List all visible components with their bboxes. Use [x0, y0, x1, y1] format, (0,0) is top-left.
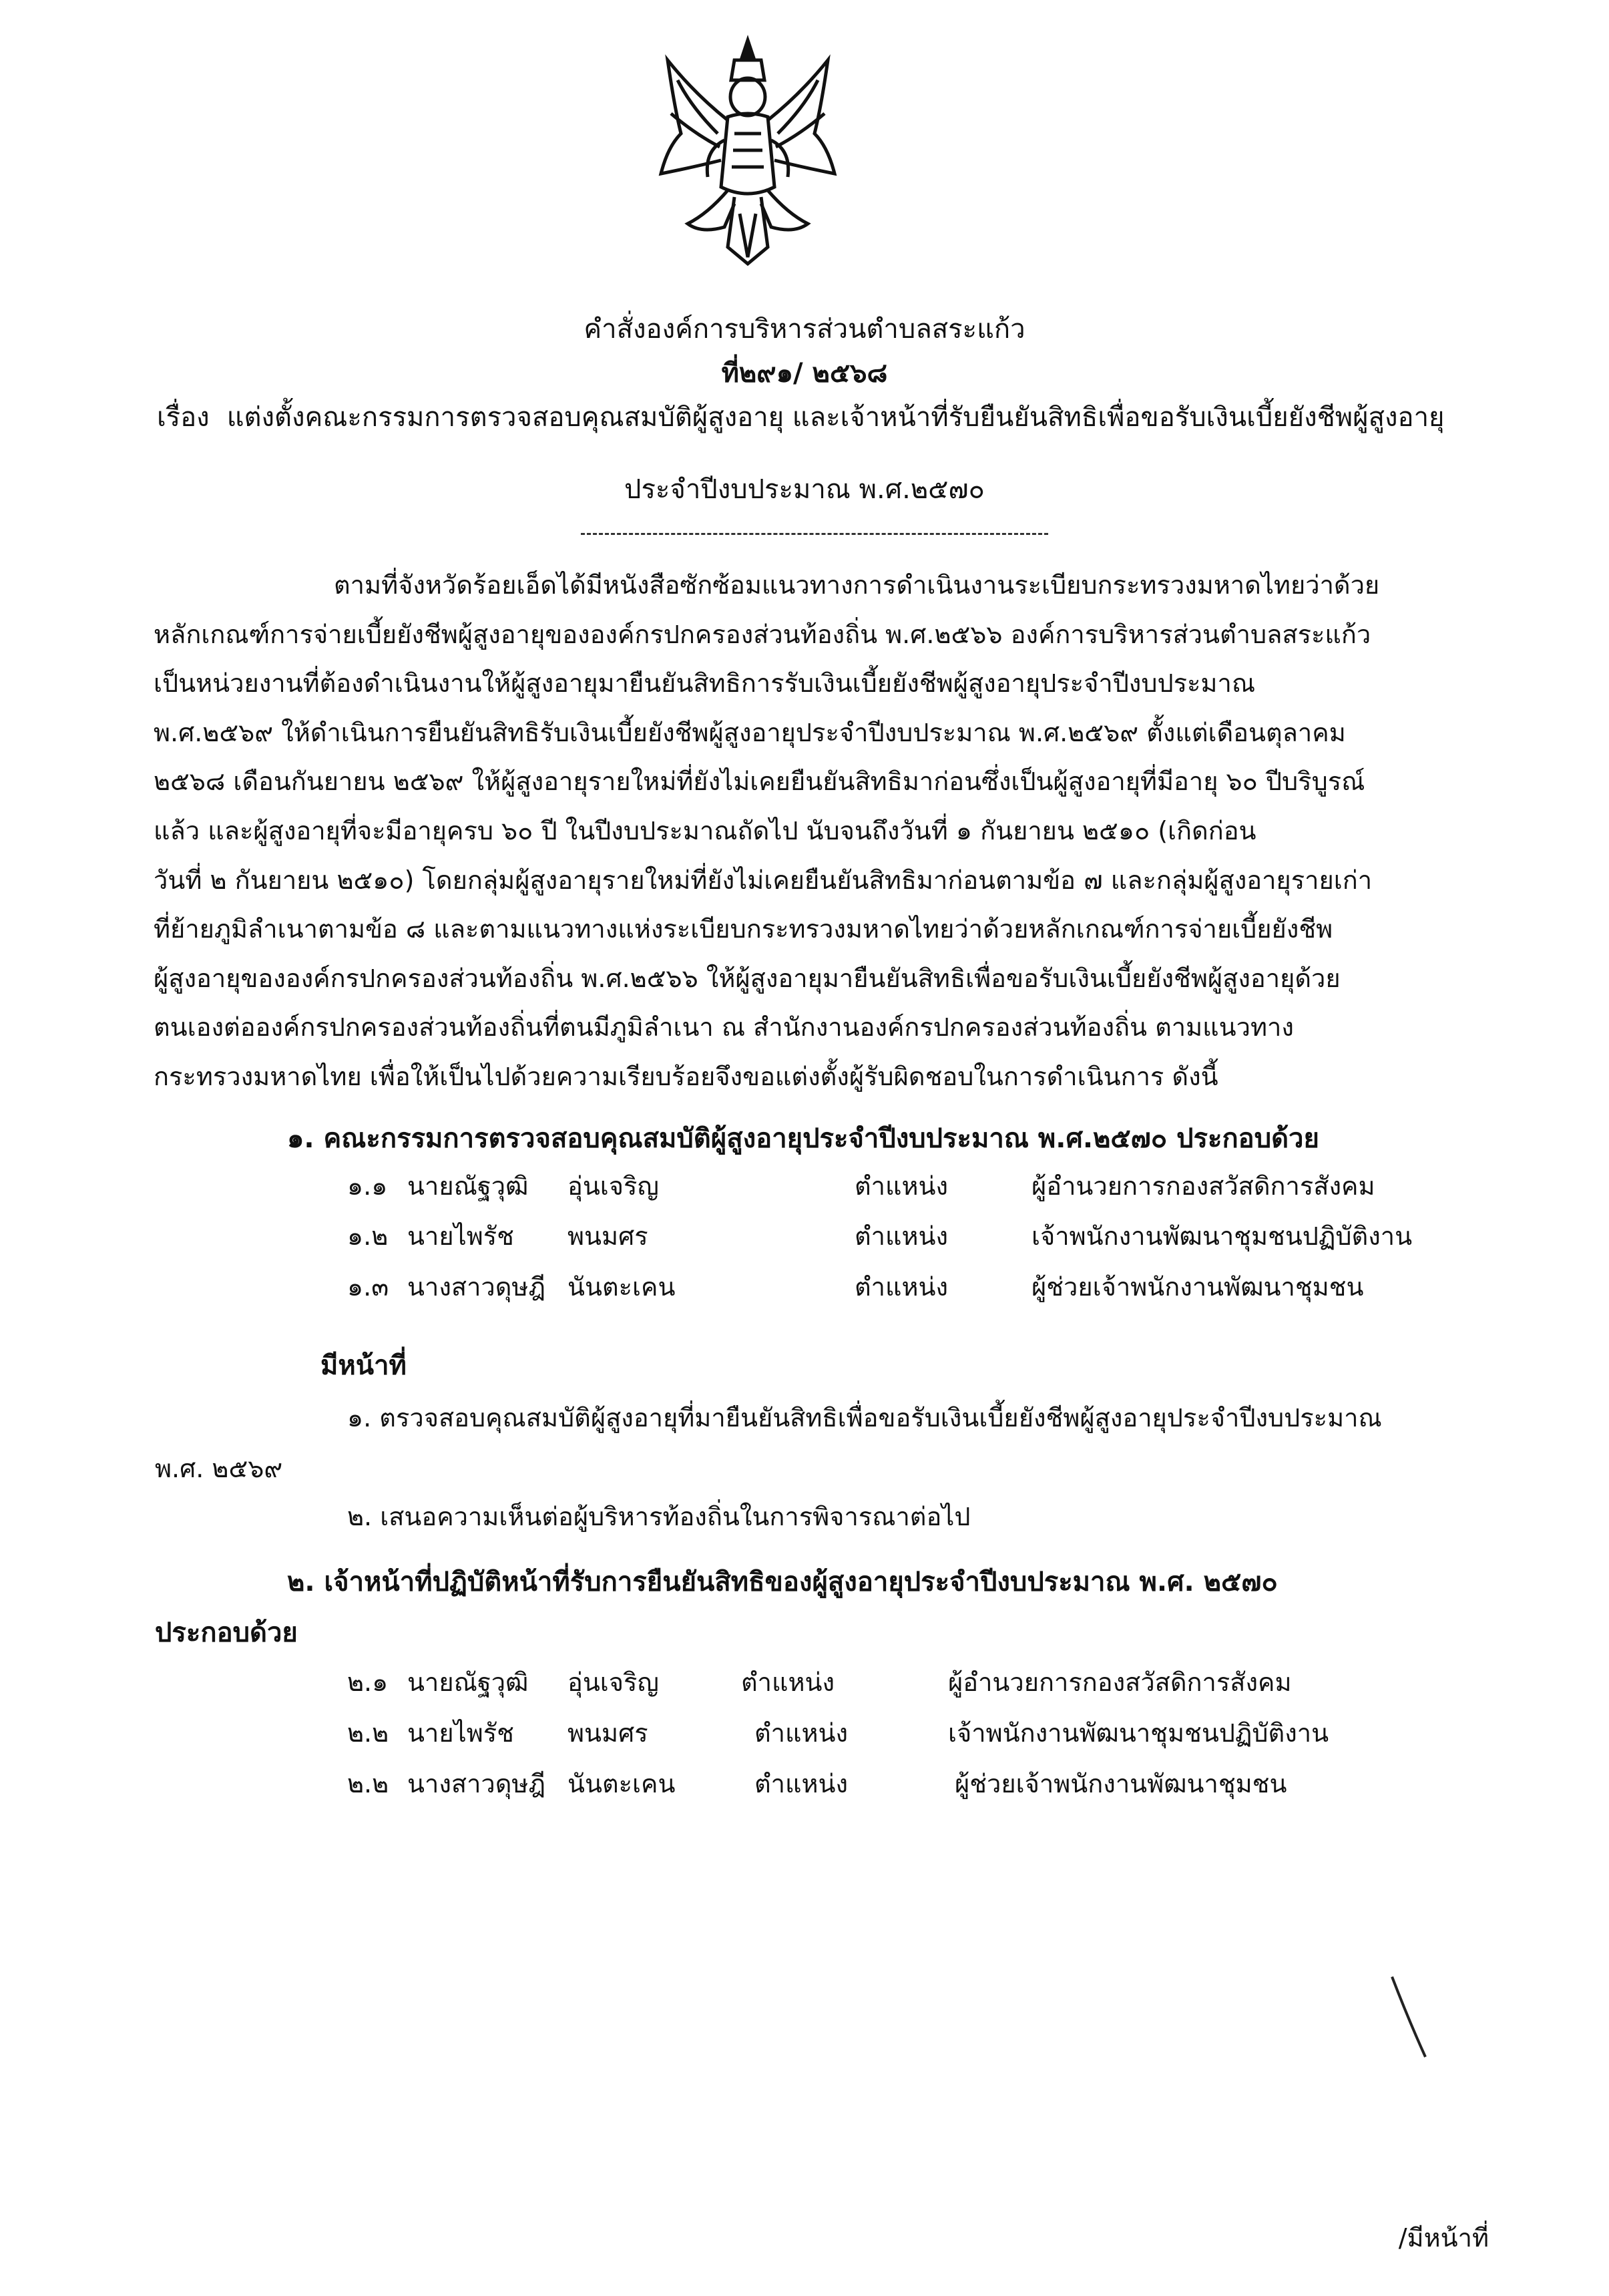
garuda-emblem-icon — [641, 33, 855, 274]
body-line: วันที่ ๒ กันยายน ๒๕๑๐) โดยกลุ่มผู้สูงอายุรายใหม่ที่ยังไม่เคยยืนยันสิทธิมาก่อนตามข้อ ๗ และกลุ่มผู้สูงอายุรายเก่า — [154, 865, 1373, 895]
member-number: ๒.๑ — [347, 1668, 389, 1697]
member-name: นายณัฐวุฒิ — [407, 1171, 529, 1201]
continued-marker: /มีหน้าที่ — [1398, 2223, 1489, 2253]
body-line: ตามที่จังหวัดร้อยเอ็ดได้มีหนังสือซักซ้อมแนวทางการดำเนินงานระเบียบกระทรวงมหาดไทยว่าด้วย — [334, 570, 1380, 600]
pen-mark — [1389, 1973, 1429, 2060]
member-surname: อุ่นเจริญ — [567, 1668, 659, 1697]
subject-label: เรื่อง — [157, 402, 210, 433]
member-position-label: ตำแหน่ง — [754, 1769, 849, 1798]
member-position-label: ตำแหน่ง — [855, 1171, 949, 1201]
body-line: ตนเองต่อองค์กรปกครองส่วนท้องถิ่นที่ตนมีภูมิลำเนา ณ สำนักงานองค์กรปกครองส่วนท้องถิ่น ตามแนวทาง — [154, 1012, 1294, 1042]
duty-item: ๒. เสนอความเห็นต่อผู้บริหารท้องถิ่นในการพิจารณาต่อไป — [347, 1502, 971, 1531]
duty-item-continued: พ.ศ. ๒๕๖๙ — [155, 1454, 283, 1483]
member-surname: นันตะเคน — [567, 1272, 676, 1302]
member-position: ผู้อำนวยการกองสวัสดิการสังคม — [948, 1668, 1292, 1697]
order-title: คำสั่งองค์การบริหารส่วนตำบลสระแก้ว — [584, 314, 1025, 345]
section2-heading: ๒. เจ้าหน้าที่ปฏิบัติหน้าที่รับการยืนยันสิทธิของผู้สูงอายุประจำปีงบประมาณ พ.ศ. ๒๕๗๐ — [287, 1567, 1278, 1597]
section1-heading: ๑. คณะกรรมการตรวจสอบคุณสมบัติผู้สูงอายุประจำปีงบประมาณ พ.ศ.๒๕๗๐ ประกอบด้วย — [287, 1123, 1319, 1154]
order-number: ที่๒๙๑/ ๒๕๖๘ — [721, 358, 888, 389]
member-position-label: ตำแหน่ง — [855, 1272, 949, 1302]
member-name: นางสาวดุษฎี — [407, 1272, 545, 1302]
body-line: ผู้สูงอายุขององค์กรปกครองส่วนท้องถิ่น พ.ศ.๒๕๖๖ ให้ผู้สูงอายุมายืนยันสิทธิเพื่อขอรับเงินเบี้ยยังชีพผู้สูงอายุด้วย — [154, 963, 1341, 993]
member-position: เจ้าพนักงานพัฒนาชุมชนปฏิบัติงาน — [948, 1718, 1329, 1748]
member-name: นางสาวดุษฎี — [407, 1769, 545, 1798]
member-number: ๑.๑ — [347, 1171, 388, 1201]
duty-heading: มีหน้าที่ — [320, 1350, 407, 1381]
member-number: ๑.๓ — [347, 1272, 389, 1302]
member-name: นายไพรัช — [407, 1718, 514, 1748]
body-paragraph — [154, 561, 1472, 1102]
member-position-label: ตำแหน่ง — [754, 1718, 849, 1748]
body-line: เป็นหน่วยงานที่ต้องดำเนินงานให้ผู้สูงอายุมายืนยันสิทธิการรับเงินเบี้ยยังชีพผู้สูงอายุประจำปีงบประมาณ — [154, 668, 1256, 699]
body-line: แล้ว และผู้สูงอายุที่จะมีอายุครบ ๖๐ ปี ในปีงบประมาณถัดไป นับจนถึงวันที่ ๑ กันยายน ๒๕๑๐ (เกิดก่อน — [154, 815, 1256, 845]
subject-line — [157, 395, 1444, 438]
body-line: ที่ย้ายภูมิลำเนาตามข้อ ๘ และตามแนวทางแห่งระเบียบกระทรวงมหาดไทยว่าด้วยหลักเกณฑ์การจ่ายเบี้ยยังชีพ — [154, 914, 1333, 944]
member-surname: พนมศร — [567, 1718, 648, 1748]
duty-item: ๑. ตรวจสอบคุณสมบัติผู้สูงอายุที่มายืนยันสิทธิเพื่อขอรับเงินเบี้ยยังชีพผู้สูงอายุประจำปีงบประมาณ — [347, 1403, 1382, 1432]
member-position: เจ้าพนักงานพัฒนาชุมชนปฏิบัติงาน — [1031, 1221, 1413, 1251]
section2-heading-continued: ประกอบด้วย — [155, 1617, 298, 1648]
subject-text-line1: แต่งตั้งคณะกรรมการตรวจสอบคุณสมบัติผู้สูงอายุ และเจ้าหน้าที่รับยืนยันสิทธิเพื่อขอรับเงินเบี้ยยังชีพผู้สูงอายุ — [226, 402, 1445, 433]
member-position-label: ตำแหน่ง — [741, 1668, 835, 1697]
member-position: ผู้ช่วยเจ้าพนักงานพัฒนาชุมชน — [1031, 1272, 1364, 1302]
member-number: ๒.๒ — [347, 1769, 389, 1798]
header-divider — [581, 533, 1048, 535]
member-name: นายณัฐวุฒิ — [407, 1668, 529, 1697]
member-surname: พนมศร — [567, 1221, 648, 1251]
body-line: หลักเกณฑ์การจ่ายเบี้ยยังชีพผู้สูงอายุขององค์กรปกครองส่วนท้องถิ่น พ.ศ.๒๕๖๖ องค์การบริหารส่วนตำบลสระแก้ว — [154, 619, 1371, 649]
member-number: ๑.๒ — [347, 1221, 389, 1251]
body-line: พ.ศ.๒๕๖๙ ให้ดำเนินการยืนยันสิทธิรับเงินเบี้ยยังชีพผู้สูงอายุประจำปีงบประมาณ พ.ศ.๒๕๖๙ ตั้งแต่เดือนตุลาคม — [154, 717, 1346, 747]
body-line: กระทรวงมหาดไทย เพื่อให้เป็นไปด้วยความเรียบร้อยจึงขอแต่งตั้งผู้รับผิดชอบในการดำเนินการ ดังนี้ — [154, 1061, 1218, 1091]
member-position: ผู้ช่วยเจ้าพนักงานพัฒนาชุมชน — [955, 1769, 1287, 1798]
member-position: ผู้อำนวยการกองสวัสดิการสังคม — [1031, 1171, 1375, 1201]
member-number: ๒.๒ — [347, 1718, 389, 1748]
member-surname: อุ่นเจริญ — [567, 1171, 659, 1201]
member-name: นายไพรัช — [407, 1221, 514, 1251]
body-line: ๒๕๖๘ เดือนกันยายน ๒๕๖๙ ให้ผู้สูงอายุรายใหม่ที่ยังไม่เคยยืนยันสิทธิมาก่อนซึ่งเป็นผู้สูงอายุที่มีอายุ ๖๐ ปีบริบูรณ์ — [154, 767, 1365, 797]
member-position-label: ตำแหน่ง — [855, 1221, 949, 1251]
subject-text-line2: ประจำปีงบประมาณ พ.ศ.๒๕๗๐ — [624, 474, 985, 505]
member-surname: นันตะเคน — [567, 1769, 676, 1798]
